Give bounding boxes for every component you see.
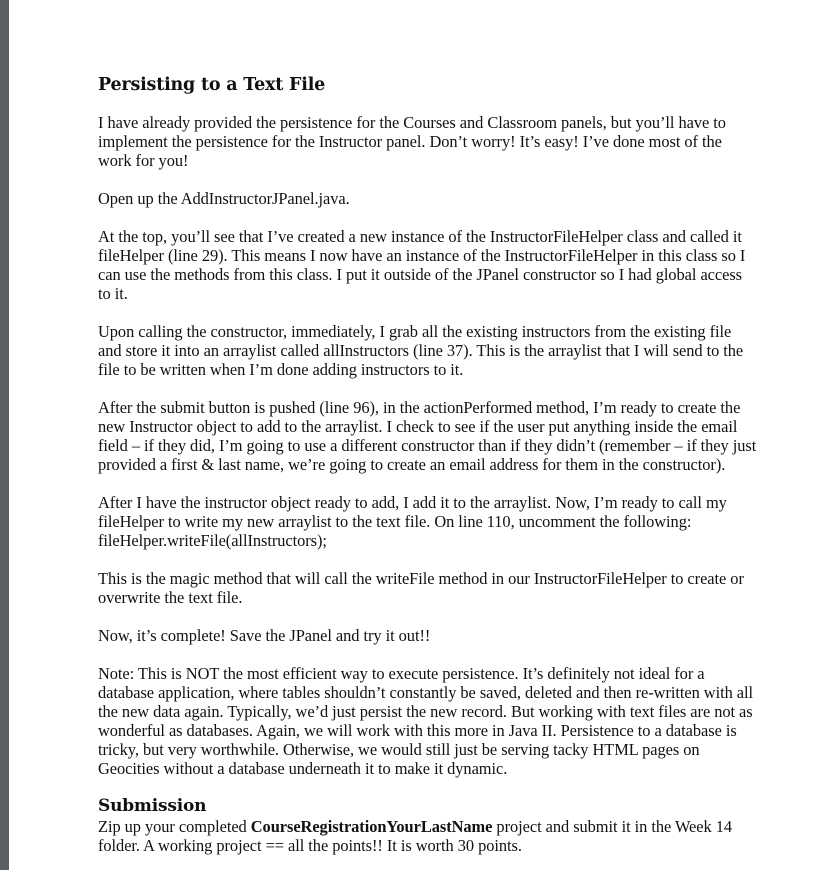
paragraph-constructor: Upon calling the constructor, immediately, I grab all the existing instructors from the existing file and store it into an arraylist called allInstructors (line 37). This is the arraylist that I will send to the file to be written when I’m done adding instructors to it. [98, 322, 744, 379]
submission-text-after: project and submit it in the Week 14 folder. A working project == all the points!! It is worth 30 points. [98, 817, 732, 855]
document-page [98, 74, 758, 874]
paragraph-note: Note: This is NOT the most efficient way to execute persistence. It’s definitely not ideal for a database application, where tables shouldn’t constantly be saved, deleted and then re-written with all the new data again. Typically, we’d just persist the new record. But working with text files are not as wonderful as databases. Again, we will work with this more in Java II. Persistence to a database is tricky, but very worthwhile. Otherwise, we would still just be serving tacky HTML pages on Geocities without a database underneath it to make it dynamic. [98, 664, 754, 778]
paragraph-intro: I have already provided the persistence for the Courses and Classroom panels, but you’ll have to implement the persistence for the Instructor panel. Don’t worry! It’s easy! I’ve done most of the work for you! [98, 113, 726, 170]
section-heading-submission: Submission [98, 796, 207, 816]
left-border-bar [0, 0, 9, 870]
paragraph-complete: Now, it’s complete! Save the JPanel and try it out!! [98, 626, 431, 645]
paragraph-file-helper-instance: At the top, you’ll see that I’ve created a new instance of the InstructorFileHelper class and called it fileHelper (line 29). This means I now have an instance of the InstructorFileHelper in this class so I can use the methods from this class. I put it outside of the JPanel constructor so I had global access to it. [98, 227, 746, 303]
paragraph-write-file: After I have the instructor object ready to add, I add it to the arraylist. Now, I’m ready to call my fileHelper to write my new arraylist to the text file. On line 110, uncomment the following: fileHelper.writeFile(allInstructors); [98, 493, 727, 550]
paragraph-magic-method: This is the magic method that will call the writeFile method in our InstructorFileHelper to create or overwrite the text file. [98, 569, 744, 607]
submission-text-before: Zip up your completed [98, 817, 251, 836]
project-name: CourseRegistrationYourLastName [250, 817, 493, 836]
paragraph-open-file: Open up the AddInstructorJPanel.java. [98, 189, 350, 208]
paragraph-submission [98, 817, 758, 855]
paragraph-submit-button: After the submit button is pushed (line 96), in the actionPerformed method, I’m ready to create the new Instructor object to add to the arraylist. I check to see if the user put anything inside the email field – if they did, I’m going to use a different constructor than if they didn’t (remember – if they just provided a first & last name, we’re going to create an email address for them in the constructor). [98, 398, 757, 474]
section-heading-persisting: Persisting to a Text File [98, 75, 326, 95]
